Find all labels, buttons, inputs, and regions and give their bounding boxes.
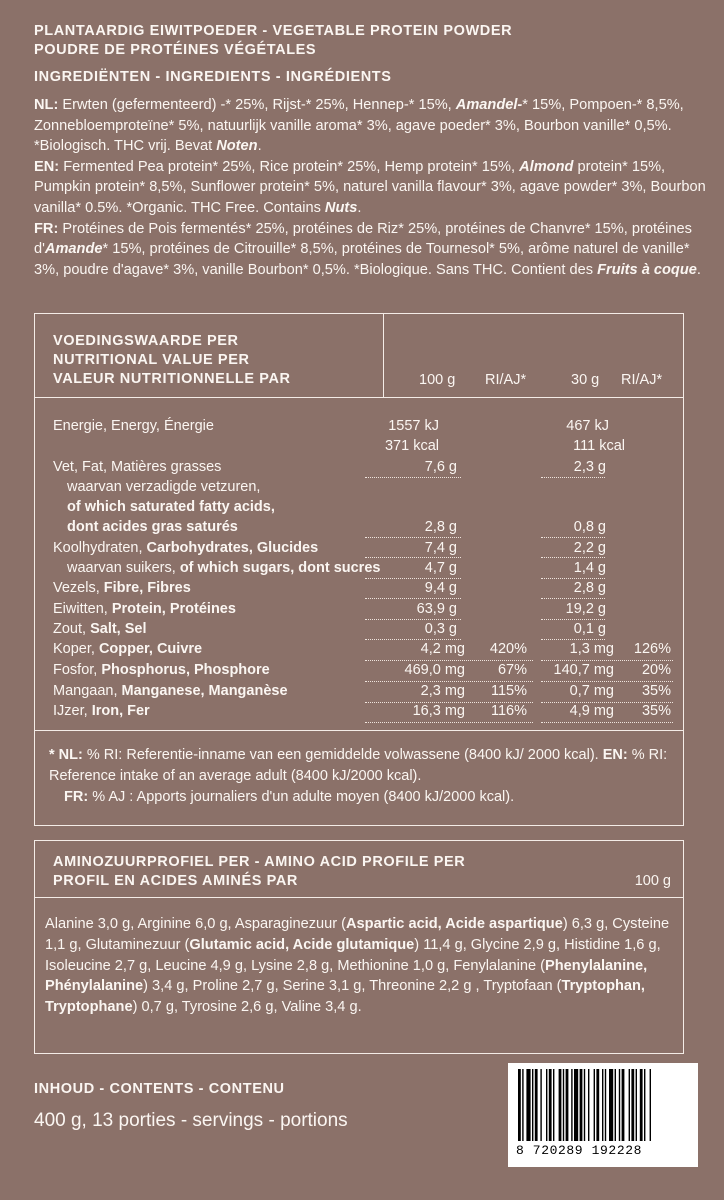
copper-30g: 1,3 mg — [569, 641, 614, 657]
ingredients-nl-end: . — [257, 138, 262, 155]
carbs-label-en-fr: Carbohydrates, Glucides — [146, 540, 319, 556]
barcode-bar — [540, 1069, 541, 1141]
sugars-30g: 1,4 g — [573, 560, 606, 576]
barcode-bar — [532, 1069, 533, 1141]
allergen-almond-nl: Amandel- — [455, 97, 523, 113]
amino-heading-line2: PROFIL EN ACIDES AMINÉS PAR — [53, 873, 298, 889]
iron-ri-30g: 35% — [641, 703, 671, 719]
barcode-bar — [526, 1069, 530, 1141]
sugars-100g: 4,7 g — [424, 560, 457, 576]
energy-kcal-100g: 371 kcal — [384, 438, 439, 454]
amino-bold-2: Glutamic acid, Acide glutamique — [189, 936, 415, 953]
contents-value: 400 g, 13 porties - servings - portions — [34, 1110, 348, 1131]
value-underline — [365, 702, 533, 703]
amino-text-1: Alanine 3,0 g, Arginine 6,0 g, Asparaginezuur ( — [45, 916, 346, 932]
allergen-nuts-fr: Fruits à coque — [597, 261, 697, 278]
allergen-nuts-nl: Noten — [216, 138, 258, 155]
iron-100g: 16,3 mg — [412, 703, 465, 719]
barcode-bar — [563, 1069, 564, 1141]
satfat-label-en: of which saturated fatty acids, — [67, 499, 275, 515]
ingredients-fr — [34, 219, 714, 281]
barcode-bar — [636, 1069, 637, 1141]
row-fibre-label — [53, 578, 191, 598]
phosphorus-ri-30g: 20% — [641, 662, 671, 678]
barcode-bar — [631, 1069, 634, 1141]
footnote-nl-text: % RI: Referentie-inname van een gemiddelde volwassene (8400 kJ/ 2000 kcal). — [82, 747, 603, 763]
ingredients-fr-text2: * 15%, protéines de Citrouille* 8,5%, protéines de Tournesol* 5%, arôme naturel de vanille* 3%, poudre d'agave* 3%, vanille Bourbon* 0,5%. *Biologique. Sans THC. Contient des — [34, 241, 690, 278]
manganese-ri-100g: 115% — [490, 683, 527, 699]
carbs-label-nl: Koolhydraten, — [53, 540, 147, 556]
barcode-bar — [596, 1069, 599, 1141]
value-underline — [541, 722, 673, 723]
sugars-label-en-fr: of which sugars, dont sucres — [179, 560, 381, 576]
barcode-bar — [584, 1069, 585, 1141]
barcode-bar — [553, 1069, 554, 1141]
energy-kcal-30g: 111 kcal — [573, 438, 625, 454]
row-manganese-label — [53, 681, 288, 701]
product-title-line2: POUDRE DE PROTÉINES VÉGÉTALES — [34, 42, 317, 58]
amino-bold-4: Tryptophan, Tryptophane — [45, 978, 645, 1016]
footnote-lang-en: EN: — [602, 747, 628, 763]
footnote-lang-nl: * NL: — [49, 747, 83, 763]
barcode-bar — [588, 1069, 589, 1141]
col-header-100g: 100 g — [419, 372, 456, 388]
col-header-30g: 30 g — [571, 372, 600, 388]
barcode-bar — [535, 1069, 538, 1141]
barcode-bar — [594, 1069, 595, 1141]
satfat-30g: 0,8 g — [573, 519, 606, 535]
nutrition-heading-line1: VOEDINGSWAARDE PER — [53, 333, 239, 349]
value-underline — [541, 477, 605, 478]
ingredients-nl-text2: * 15%, Pompoen-* 8,5%, Zonnebloemproteïne* 5%, natuurlijk vanille aroma* 3%, agave poeder* 3%, Bourbon vanille* 0,5%. *Biologisch. THC vrij. Bevat — [34, 97, 684, 155]
ri-footnote — [49, 745, 669, 808]
value-underline — [541, 537, 605, 538]
value-underline — [541, 702, 673, 703]
row-copper-label — [53, 639, 202, 659]
nutrition-heading — [53, 332, 291, 389]
row-protein-label — [53, 599, 236, 619]
amino-heading — [53, 853, 465, 891]
protein-label-nl: Eiwitten, — [53, 601, 112, 617]
value-underline — [541, 578, 605, 579]
ingredients-en-end: . — [357, 199, 362, 216]
amino-col-100g: 100 g — [634, 873, 671, 889]
contents-heading: INHOUD - CONTENTS - CONTENU — [34, 1081, 285, 1097]
barcode-bar — [644, 1069, 645, 1141]
value-underline — [541, 639, 605, 640]
lang-label-nl: NL: — [34, 97, 59, 113]
fibre-30g: 2,8 g — [573, 580, 606, 596]
phosphorus-30g: 140,7 mg — [553, 662, 614, 678]
carbs-30g: 2,2 g — [573, 540, 606, 556]
manganese-30g: 0,7 mg — [569, 683, 614, 699]
amino-text-5: ) 0,7 g, Tyrosine 2,6 g, Valine 3,4 g. — [132, 999, 362, 1016]
barcode-bar — [566, 1069, 569, 1141]
value-underline — [541, 598, 605, 599]
ingredients-heading: INGREDIËNTEN - INGREDIENTS - INGRÉDIENTS — [34, 69, 392, 85]
copper-ri-30g: 126% — [633, 641, 671, 657]
ingredients-nl-text: Erwten (gefermenteerd) -* 25%, Rijst-* 25%, Hennep-* 15%, — [62, 97, 456, 113]
amino-text-4: ) 3,4 g, Proline 2,7 g, Serine 3,1 g, Threonine 2,2 g , Tryptofaan ( — [143, 978, 562, 995]
fat-30g: 2,3 g — [573, 459, 606, 475]
col-header-ri-30g: RI/AJ* — [621, 372, 663, 388]
energy-kj-30g: 467 kJ — [566, 418, 609, 434]
barcode-bar — [518, 1069, 521, 1141]
amino-text-3: ) 11,4 g, Glycine 2,9 g, Histidine 1,6 g, Isoleucine 2,7 g, Leucine 4,9 g, Lysine 2,8 g, Methionine 1,0 g, Fenylalanine ( — [45, 936, 661, 974]
fibre-100g: 9,4 g — [424, 580, 457, 596]
sugars-label-nl: waarvan suikers, — [67, 560, 180, 576]
allergen-almond-fr: Amande — [44, 241, 103, 258]
ingredients-text — [34, 95, 714, 280]
phosphorus-100g: 469,0 mg — [404, 662, 465, 678]
barcode-bar — [549, 1069, 552, 1141]
product-title — [34, 22, 714, 60]
amino-bold-1: Aspartic acid, Acide aspartique — [346, 916, 563, 932]
allergen-nuts-en: Nuts — [324, 199, 358, 216]
iron-label-en-fr: Iron, Fer — [91, 703, 150, 719]
value-underline — [541, 660, 673, 661]
footnote-fr — [49, 787, 669, 808]
barcode-bar — [609, 1069, 613, 1141]
amino-acid-list — [45, 914, 673, 1018]
amino-bold-3: Phenylalanine, Phénylalanine — [45, 957, 648, 995]
barcode-number: 8 720289 192228 — [516, 1143, 643, 1158]
header-divider — [35, 397, 683, 398]
value-underline — [365, 557, 461, 558]
value-underline — [365, 619, 461, 620]
copper-label-nl: Koper, — [53, 641, 99, 657]
barcode — [508, 1063, 698, 1167]
ingredients-en-text2: protein* 15%, Pumpkin protein* 8,5%, Sunflower protein* 5%, naturel vanilla flavour* 3%, agave powder* 3%, Bourbon vanilla* 0.5%. *Organic. THC Free. Contains — [34, 158, 706, 216]
salt-100g: 0,3 g — [424, 621, 457, 637]
fat-100g: 7,6 g — [424, 459, 457, 475]
ingredients-nl — [34, 95, 714, 157]
carbs-100g: 7,4 g — [424, 540, 457, 556]
energy-kj-100g: 1557 kJ — [388, 418, 439, 434]
ingredients-fr-text: Protéines de Pois fermentés* 25%, protéines de Riz* 25%, protéines de Chanvre* 15%, protéines d' — [34, 220, 692, 258]
barcode-bar — [522, 1069, 523, 1141]
barcode-bars — [516, 1069, 690, 1141]
header-divider-vertical — [383, 314, 384, 397]
barcode-bar — [615, 1069, 616, 1141]
salt-30g: 0,1 g — [573, 621, 606, 637]
barcode-bar — [602, 1069, 603, 1141]
satfat-100g: 2,8 g — [424, 519, 457, 535]
value-underline — [541, 619, 605, 620]
allergen-almond-en: Almond — [519, 158, 574, 175]
value-underline — [365, 722, 533, 723]
footnote-nl-en — [49, 745, 669, 787]
copper-ri-100g: 420% — [489, 641, 527, 657]
col-header-ri-100g: RI/AJ* — [485, 372, 527, 388]
nutrition-heading-line2: NUTRITIONAL VALUE PER — [53, 352, 250, 368]
nutrition-table — [34, 313, 684, 826]
iron-30g: 4,9 mg — [569, 703, 614, 719]
ingredients-en-text: Fermented Pea protein* 25%, Rice protein* 25%, Hemp protein* 15%, — [63, 158, 520, 175]
phosphorus-label-en-fr: Phosphorus, Phosphore — [101, 662, 270, 678]
row-salt-label — [53, 619, 147, 639]
value-underline — [541, 681, 673, 682]
barcode-bar — [619, 1069, 620, 1141]
value-underline — [541, 557, 605, 558]
barcode-bar — [622, 1069, 625, 1141]
value-underline — [365, 578, 461, 579]
product-title-line1: PLANTAARDIG EIWITPOEDER - VEGETABLE PROTEIN POWDER — [34, 23, 513, 39]
protein-label-en-fr: Protein, Protéines — [111, 601, 236, 617]
value-underline — [365, 477, 461, 478]
row-fat-label: Vet, Fat, Matières grasses — [53, 459, 222, 475]
row-sugars-label — [67, 558, 380, 578]
value-underline — [365, 537, 461, 538]
value-underline — [365, 598, 461, 599]
iron-ri-100g: 116% — [490, 703, 527, 719]
footnote-lang-fr: FR: — [64, 789, 89, 805]
salt-label-nl: Zout, — [53, 621, 91, 637]
barcode-bar — [546, 1069, 547, 1141]
satfat-label-fr: dont acides gras saturés — [67, 519, 238, 535]
barcode-bar — [571, 1069, 572, 1141]
copper-100g: 4,2 mg — [420, 641, 465, 657]
barcode-bar — [574, 1069, 578, 1141]
manganese-label-nl: Mangaan, — [53, 683, 122, 699]
amino-header-divider — [35, 897, 683, 898]
fibre-label-en-fr: Fibre, Fibres — [103, 580, 191, 596]
barcode-bar — [580, 1069, 583, 1141]
ingredients-en — [34, 157, 714, 219]
barcode-bar — [605, 1069, 606, 1141]
row-phosphorus-label — [53, 660, 270, 680]
amino-heading-line1: AMINOZUURPROFIEL PER - AMINO ACID PROFILE PER — [53, 854, 466, 870]
value-underline — [365, 639, 461, 640]
barcode-bar — [629, 1069, 630, 1141]
lang-label-en: EN: — [34, 158, 60, 175]
footnote-fr-text: % AJ : Apports journaliers d'un adulte moyen (8400 kJ/2000 kcal). — [88, 789, 515, 805]
manganese-ri-30g: 35% — [641, 683, 671, 699]
row-iron-label — [53, 701, 150, 721]
copper-label-en-fr: Copper, Cuivre — [98, 641, 203, 657]
fibre-label-nl: Vezels, — [53, 580, 104, 596]
protein-30g: 19,2 g — [565, 601, 606, 617]
value-underline — [365, 660, 533, 661]
protein-100g: 63,9 g — [416, 601, 457, 617]
manganese-100g: 2,3 mg — [420, 683, 465, 699]
ingredients-fr-end: . — [696, 261, 701, 278]
barcode-bar — [650, 1069, 651, 1141]
salt-label-en-fr: Salt, Sel — [90, 621, 147, 637]
amino-text-2: ) 6,3 g, Cysteine 1,1 g, Glutaminezuur ( — [45, 916, 670, 953]
barcode-bar — [559, 1069, 562, 1141]
phosphorus-label-nl: Fosfor, — [53, 662, 102, 678]
row-carbs-label — [53, 538, 318, 558]
manganese-label-en-fr: Manganese, Manganèse — [121, 683, 288, 699]
lang-label-fr: FR: — [34, 220, 59, 237]
nutrition-heading-line3: VALEUR NUTRITIONNELLE PAR — [53, 371, 291, 387]
amino-acid-table — [34, 840, 684, 1054]
row-energy-label: Energie, Energy, Énergie — [53, 418, 214, 434]
phosphorus-ri-100g: 67% — [497, 662, 527, 678]
value-underline — [365, 681, 533, 682]
footnote-en-text: % RI: Reference intake of an average adult (8400 kJ/2000 kcal). — [49, 747, 668, 784]
satfat-label-nl: waarvan verzadigde vetzuren, — [67, 479, 261, 495]
iron-label-nl: IJzer, — [53, 703, 92, 719]
barcode-bar — [640, 1069, 643, 1141]
footnote-divider — [35, 730, 683, 731]
